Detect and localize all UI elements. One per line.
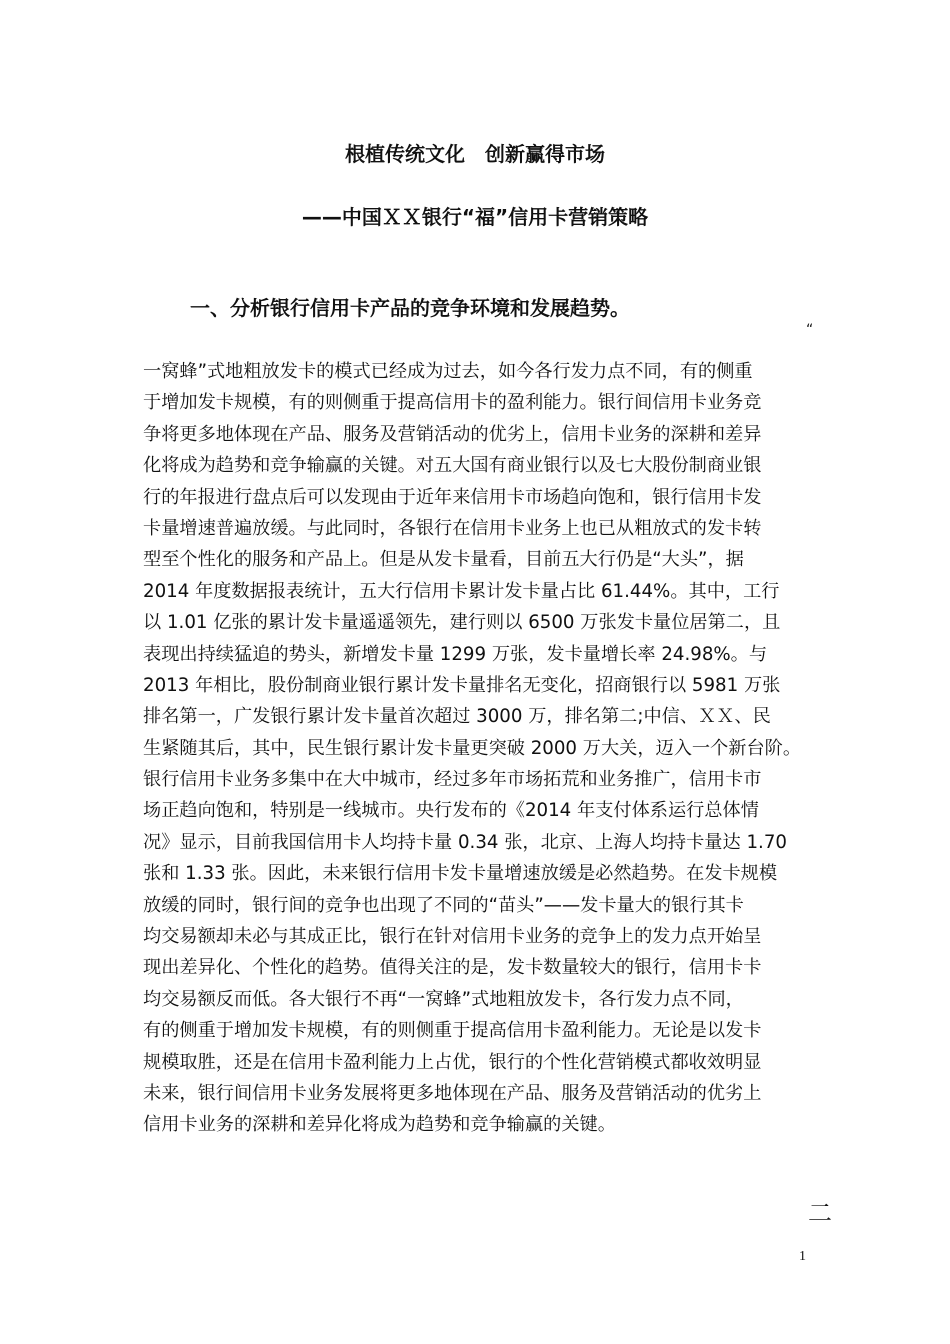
body-line: 一窝蜂”式地粗放发卡的模式已经成为过去，如今各行发力点不同，有的侧重	[143, 361, 753, 382]
body-line: 银行信用卡业务多集中在大中城市，经过多年市场拓荒和业务推广，信用卡市	[143, 769, 762, 791]
body-line: 卡量增速普遍放缓。与此同时，各银行在信用卡业务上也已从粗放式的发卡转	[143, 517, 762, 539]
section-heading: 一、分析银行信用卡产品的竞争环境和发展趋势。	[190, 296, 630, 320]
next-section-heading-fragment: 二	[808, 1199, 832, 1227]
body-line: 化将成为趋势和竞争输赢的关键。对五大国有商业银行以及七大股份制商业银	[143, 455, 762, 477]
document-subtitle: ——中国ＸＸ银行“福”信用卡营销策略	[301, 205, 649, 229]
body-line: 于增加发卡规模，有的则侧重于提高信用卡的盈利能力。银行间信用卡业务竞	[143, 392, 762, 414]
body-line: 均交易额却未必与其成正比，银行在针对信用卡业务的竞争上的发力点开始呈	[143, 926, 762, 948]
page-number: 1	[799, 1249, 806, 1264]
document-title: 根植传统文化 创新赢得市场	[345, 142, 605, 166]
body-line: 行的年报进行盘点后可以发现由于近年来信用卡市场趋向饱和，银行信用卡发	[143, 486, 762, 508]
body-line: 以 1.01 亿张的累计发卡量遥遥领先，建行则以 6500 万张发卡量位居第二，且	[143, 612, 781, 634]
stray-quote-mark: “	[806, 322, 814, 338]
body-line: 有的侧重于增加发卡规模，有的则侧重于提高信用卡盈利能力。无论是以发卡	[143, 1020, 762, 1042]
body-text	[143, 356, 843, 1141]
body-line: 表现出持续猛追的势头，新增发卡量 1299 万张，发卡量增长率 24.98%。与	[143, 643, 768, 665]
body-line: 场正趋向饱和，特别是一线城市。央行发布的《2014 年支付体系运行总体情	[143, 800, 759, 822]
body-line: 况》显示，目前我国信用卡人均持卡量 0.34 张，北京、上海人均持卡量达 1.70	[143, 831, 787, 853]
body-line: 未来，银行间信用卡业务发展将更多地体现在产品、服务及营销活动的优劣上	[143, 1082, 762, 1104]
body-line: 信用卡业务的深耕和差异化将成为趋势和竞争输赢的关键。	[143, 1114, 616, 1136]
body-line: 现出差异化、个性化的趋势。值得关注的是，发卡数量较大的银行，信用卡卡	[143, 957, 762, 979]
body-line: 生紧随其后，其中，民生银行累计发卡量更突破 2000 万大关，迈入一个新台阶。	[143, 737, 802, 759]
body-line: 放缓的同时，银行间的竞争也出现了不同的“苗头”——发卡量大的银行其卡	[143, 894, 744, 916]
body-line: 型至个性化的服务和产品上。但是从发卡量看，目前五大行仍是“大头”，据	[143, 549, 744, 571]
body-line: 张和 1.33 张。因此，未来银行信用卡发卡量增速放缓是必然趋势。在发卡规模	[143, 863, 778, 885]
body-line: 排名第一，广发银行累计发卡量首次超过 3000 万，排名第二;中信、ＸＸ、民	[143, 706, 771, 728]
body-line: 2013 年相比，股份制商业银行累计发卡量排名无变化，招商银行以 5981 万张	[143, 674, 781, 696]
body-line: 2014 年度数据报表统计，五大行信用卡累计发卡量占比 61.44%。其中，工行	[143, 580, 780, 602]
body-line: 均交易额反而低。各大银行不再“一窝蜂”式地粗放发卡，各行发力点不同，	[143, 988, 744, 1010]
body-line: 争将更多地体现在产品、服务及营销活动的优劣上，信用卡业务的深耕和差异	[143, 423, 762, 445]
body-line: 规模取胜，还是在信用卡盈利能力上占优，银行的个性化营销模式都收效明显	[143, 1051, 762, 1073]
